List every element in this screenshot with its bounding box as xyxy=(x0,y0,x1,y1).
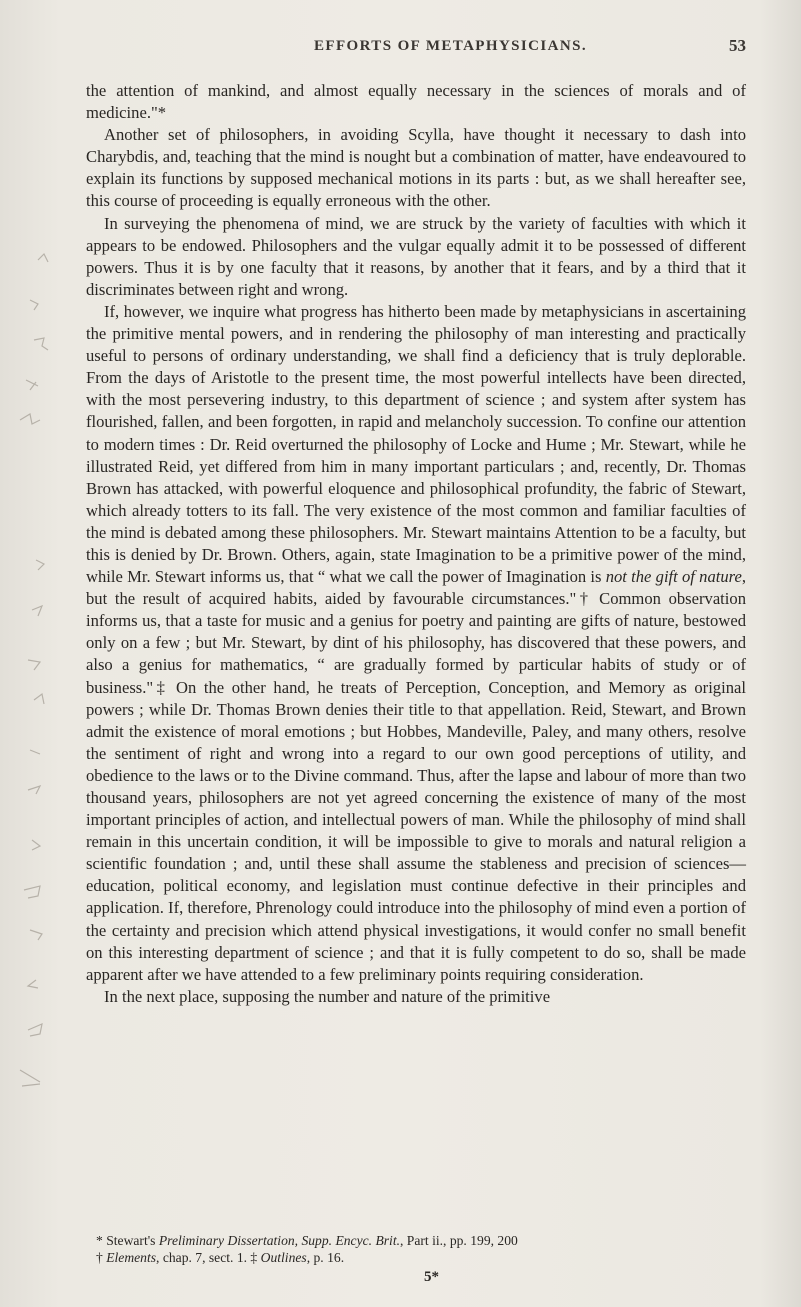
page-number: 53 xyxy=(729,36,746,55)
paragraph xyxy=(86,213,746,301)
text-run: the attention of mankind, and almost equally necessary in the sciences of morals and of medicine."* xyxy=(86,81,746,123)
paragraph xyxy=(86,301,746,986)
running-head: EFFORTS OF METAPHYSICIANS. xyxy=(314,38,587,54)
footnote xyxy=(86,1249,746,1266)
signature-mark: 5* xyxy=(424,1269,439,1285)
paragraph xyxy=(86,80,746,124)
footnotes xyxy=(86,1232,746,1266)
body-text xyxy=(86,80,746,1008)
italic-text: Outlines xyxy=(260,1250,307,1265)
page-header xyxy=(0,38,801,62)
italic-text: not the gift of nature xyxy=(605,567,742,587)
italic-text: Preliminary Dissertation, Supp. Encyc. Brit. xyxy=(158,1233,400,1248)
text-run: In surveying the phenomena of mind, we are struck by the variety of faculties with which it appears to be endowed. Philosophers and the vulgar equally admit it to be possessed of different powers. Thus it is by one faculty that it reasons, by another that it fears, and by a third that it discriminates between right and wrong. xyxy=(86,213,746,299)
text-run: , Part ii., pp. 199, 200 xyxy=(400,1233,518,1248)
text-run: , but the result of acquired habits, aided by favourable circumstances."† Common observation informs us, that a taste for music and a genius for poetry and painting are gifts of nature, bestowed only on a few ; but Mr. Stewart, by dint of his philosophy, has discovered that these powers, and also a genius for mathematics, “ are gradually formed by particular habits of study or of business."‡ On the other hand, he treats of Perception, Conception, and Memory as original powers ; while Dr. Thomas Brown denies their title to that appellation. Reid, Stewart, and Brown admit the existence of moral emotions ; but Hobbes, Mandeville, Paley, and many others, resolve the sentiment of right and wrong into a regard to our own good perceptions of utility, and obedience to the laws or to the Divine command. Thus, after the lapse and labour of more than two thousand years, philosophers are not yet agreed concerning the existence of many of the most important principles of action, and intellectual powers of man. While the philosophy of mind shall remain in this uncertain condition, it will be impossible to give to morals and natural religion a scientific foundation ; and, until these shall assume the stableness and precision of sciences—education, political economy, and legislation must continue defective in their principles and application. If, therefore, Phrenology could introduce into the philosophy of mind even a portion of the certainty and precision which attend physical investigations, it would confer no small benefit on this interesting department of science ; and that it is fully competent to do so, shall be made apparent after we have attended to a few preliminary points requiring consideration. xyxy=(86,567,747,984)
paragraph xyxy=(86,986,746,1008)
footnote xyxy=(86,1232,746,1249)
text-run: Another set of philosophers, in avoiding Scylla, have thought it necessary to dash into Charybdis, and, teaching that the mind is nought but a combination of matter, have endeavoured to explain its functions by supposed mechanical motions in its parts : but, as we shall hereafter see, this course of proceeding is equally erroneous with the other. xyxy=(86,125,746,211)
paragraph xyxy=(86,124,746,212)
text-run: , p. 16. xyxy=(306,1250,345,1265)
text-run: If, however, we inquire what progress has hitherto been made by metaphysicians in ascertaining the primitive mental powers, and in rendering the philosophy of man interesting and practically useful to persons of ordinary understanding, we shall find a deficiency that is truly deplorable. From the days of Aristotle to the present time, the most powerful intellects have been directed, with the most persevering industry, to this department of science ; and system after system has flourished, fallen, and been forgotten, in rapid and melancholy succession. To confine our attention to modern times : Dr. Reid overturned the philosophy of Locke and Hume ; Mr. Stewart, while he illustrated Reid, yet differed from him in many important particulars ; and, recently, Dr. Thomas Brown has attacked, with powerful eloquence and philosophical profundity, the fabric of Stewart, which already totters to its fall. The very existence of the most common and familiar faculties of the mind is debated among these philosophers. Mr. Stewart maintains Attention to be a faculty, but this is denied by Dr. Brown. Others, again, state Imagination to be a primitive power of the mind, while Mr. Stewart informs us, that “ what we call the power of Imagination is xyxy=(86,301,746,587)
text-run: In the next place, supposing the number and nature of the primitive xyxy=(104,986,551,1006)
text-run: * Stewart's xyxy=(96,1233,159,1248)
italic-text: Elements xyxy=(106,1250,157,1265)
text-run: , chap. 7, sect. 1. ‡ xyxy=(156,1250,261,1265)
margin-pencil-marks xyxy=(0,230,58,1130)
text-run: † xyxy=(96,1250,107,1265)
